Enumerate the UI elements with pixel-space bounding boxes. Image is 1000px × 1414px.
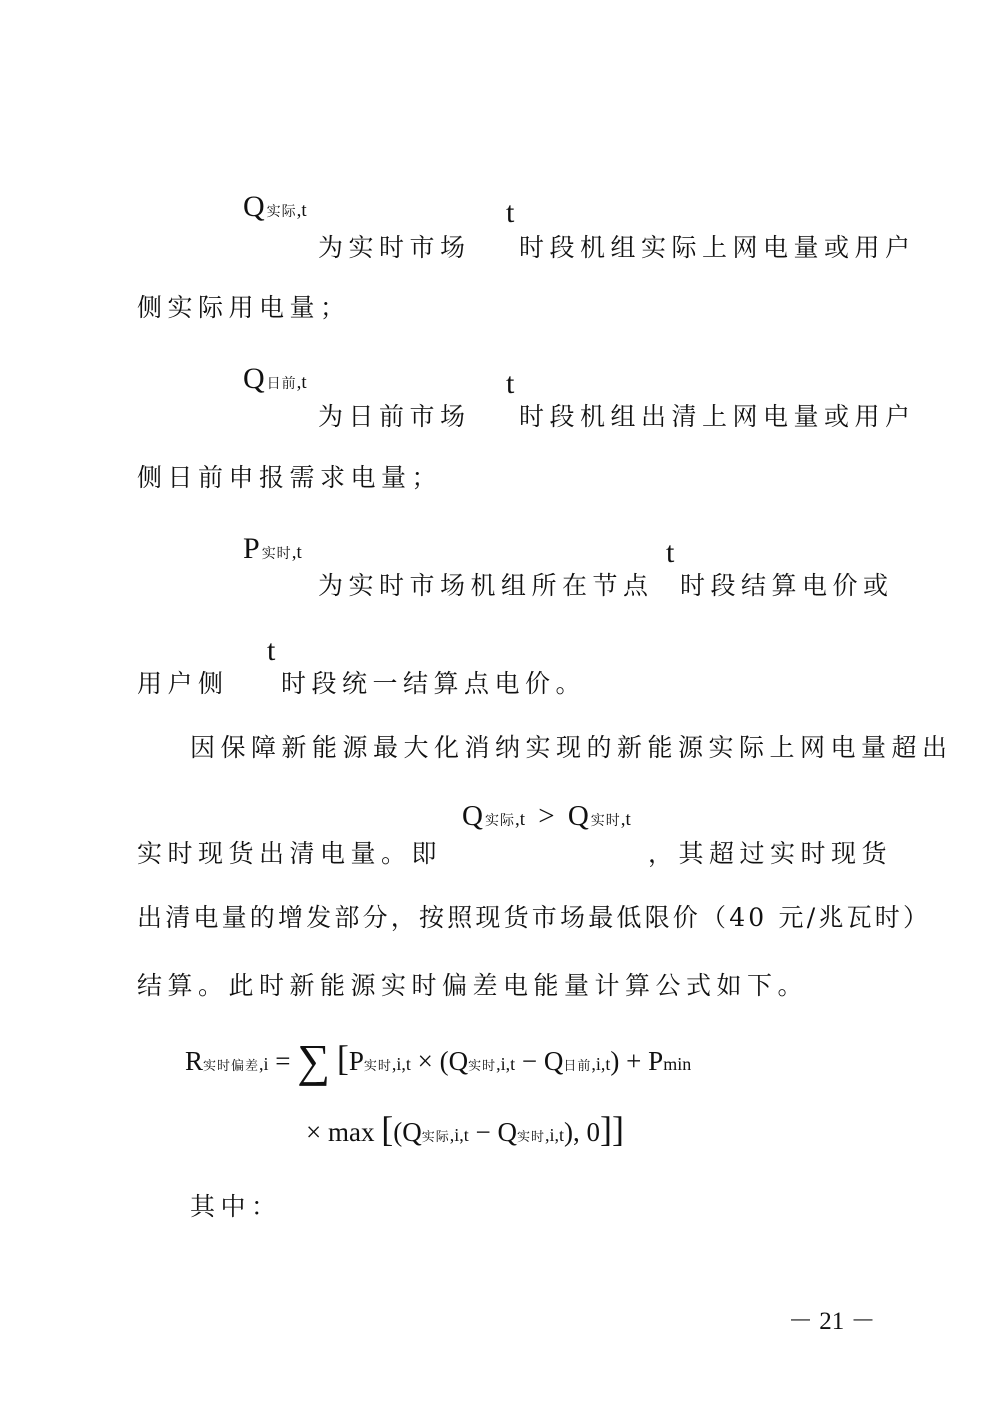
def1-text-b: 时段机组实际上网电量或用户 [519, 233, 916, 262]
def2-text-c: 侧日前申报需求电量； [137, 463, 443, 492]
def2-text-a: 为日前市场 [318, 402, 471, 431]
def1-t-var: t [506, 196, 515, 229]
def1-symbol: Q实际,t [243, 190, 307, 223]
def2-text-b: 时段机组出清上网电量或用户 [519, 402, 916, 431]
para-line2-post: ，其超过实时现货 [648, 839, 893, 868]
def1-text-a: 为实时市场 [318, 233, 471, 262]
formula-line1: R实时偏差,i = ∑ [P实时,i,t × (Q实时,i,t − Q日前,i,t) + Pmin [185, 1035, 692, 1086]
formula-line2: × max [(Q实际,i,t − Q实时,i,t), 0]] [306, 1109, 625, 1149]
def3-text-c: 用户侧 [137, 669, 229, 698]
para-line1: 因保障新能源最大化消纳实现的新能源实际上网电量超出 [190, 733, 953, 762]
para-inline-formula: Q实际,t > Q 实时,t [462, 800, 631, 832]
def3-t-var: t [666, 536, 675, 569]
def2-symbol: Q日前,t [243, 362, 307, 395]
closing-text: 其中： [190, 1192, 282, 1221]
def3-text-a: 为实时市场机组所在节点 [318, 571, 654, 600]
def1-text-c: 侧实际用电量； [137, 293, 351, 322]
def3-t-var-2: t [267, 634, 276, 667]
para-line3: 出清电量的增发部分，按照现货市场最低限价（40 元/兆瓦时） [137, 903, 932, 932]
page-number: － 21 － [788, 1308, 876, 1335]
para-line2-pre: 实时现货出清电量。即 [137, 839, 443, 868]
def3-text-d: 时段统一结算点电价。 [281, 669, 587, 698]
def2-t-var: t [506, 367, 515, 400]
para-line4: 结算。此时新能源实时偏差电能量计算公式如下。 [137, 971, 809, 1000]
def3-symbol: P实时,t [243, 532, 302, 565]
def3-text-b: 时段结算电价或 [680, 571, 894, 600]
